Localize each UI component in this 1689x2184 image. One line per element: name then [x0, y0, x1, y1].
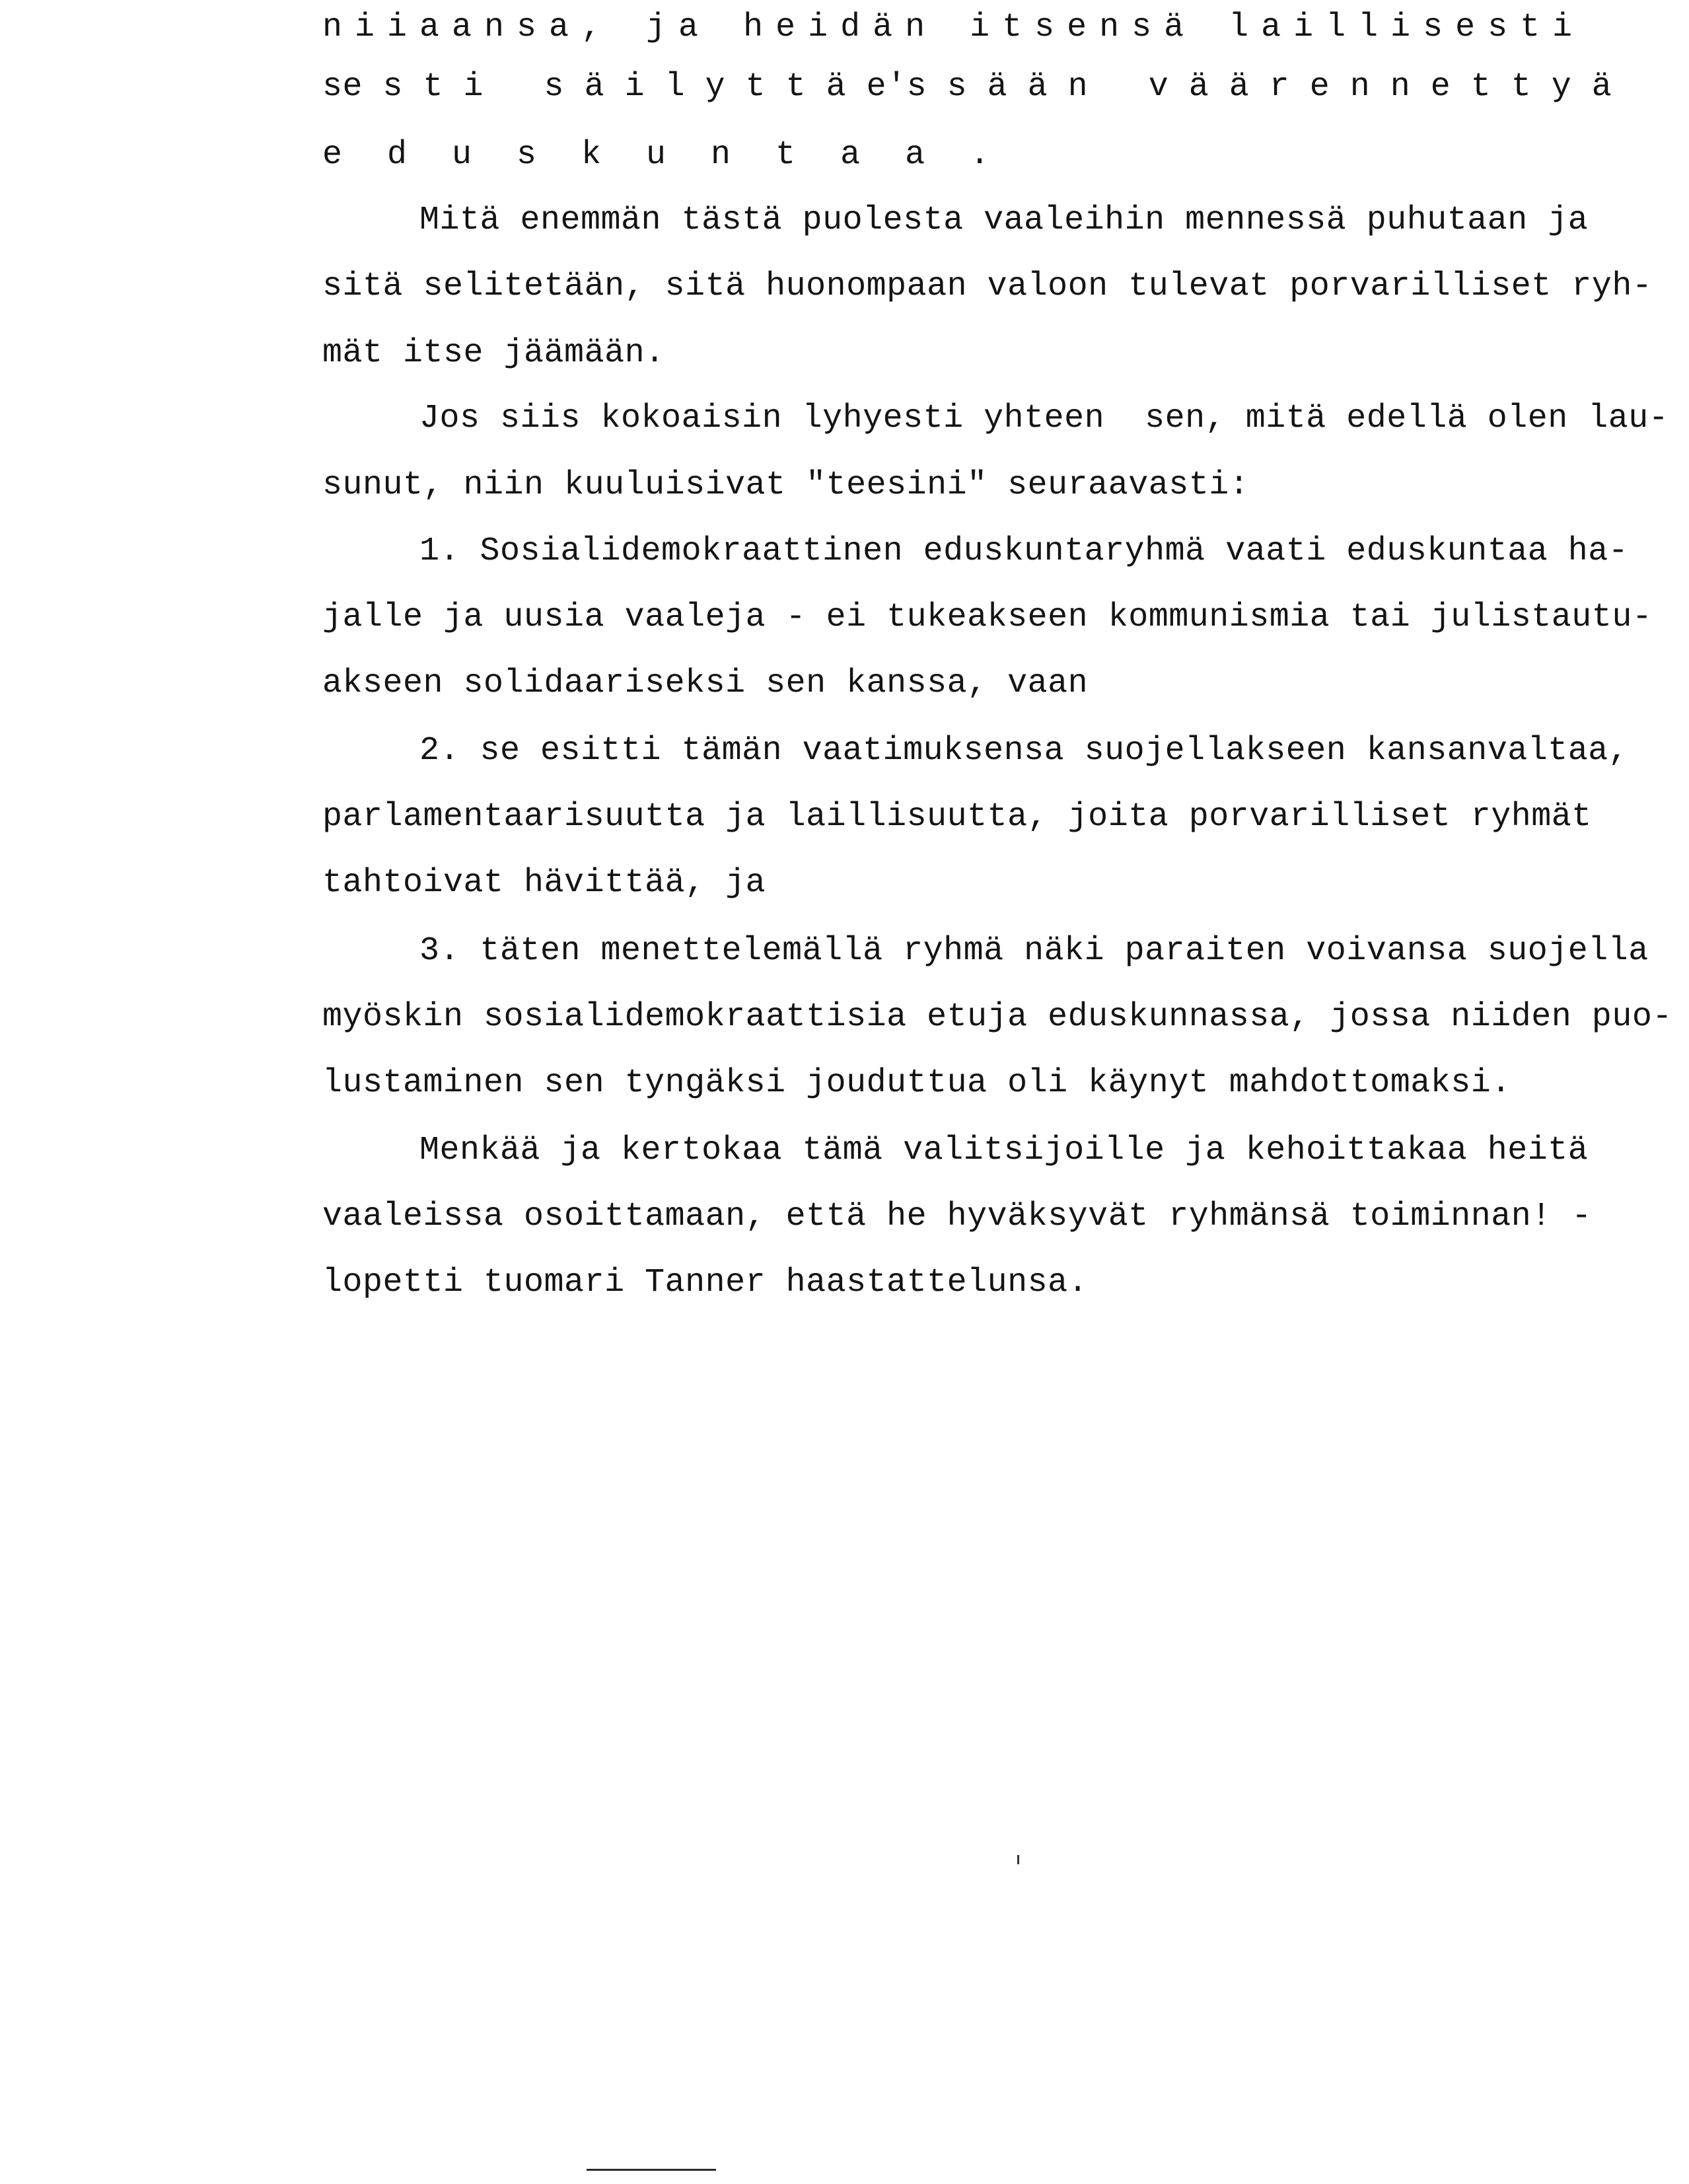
bottom-rule — [587, 2169, 716, 2171]
text-line-4: Mitä enemmän tästä puolesta vaaleihin mennessä puhutaan ja — [419, 201, 1589, 239]
text-line-8: sunut, niin kuuluisivat "teesini" seuraavasti: — [322, 466, 1250, 504]
text-line-13: parlamentaarisuutta ja laillisuutta, joita porvarilliset ryhmät — [322, 798, 1592, 836]
text-line-14: tahtoivat hävittää, ja — [322, 864, 766, 902]
text-line-18: Menkää ja kertokaa tämä valitsijoille ja kehoittakaa heitä — [419, 1132, 1589, 1169]
text-line-15: 3. täten menettelemällä ryhmä näki paraiten voivansa suojella — [419, 932, 1649, 970]
text-line-1: niiaansa, ja heidän itsensä laillisesti — [322, 9, 1585, 46]
text-line-12: 2. se esitti tämän vaatimuksensa suojellakseen kansanvaltaa, — [419, 732, 1629, 770]
text-line-5: sitä selitetään, sitä huonompaan valoon tulevat porvarilliset ryh- — [322, 268, 1653, 305]
text-line-3: e d u s k u n t a a . — [322, 136, 1003, 174]
text-line-19: vaaleissa osoittamaan, että he hyväksyvät ryhmänsä toiminnan! - — [322, 1198, 1592, 1235]
text-line-11: akseen solidaariseksi sen kanssa, vaan — [322, 665, 1089, 702]
text-line-10: jalle ja uusia vaaleja - ei tukeakseen kommunismia tai julistautu- — [322, 599, 1653, 636]
text-line-17: lustaminen sen tyngäksi jouduttua oli käynyt mahdottomaksi. — [322, 1064, 1511, 1102]
text-line-6: mät itse jäämään. — [322, 334, 665, 372]
stray-ink-mark — [1017, 1855, 1019, 1864]
text-line-20: lopetti tuomari Tanner haastattelunsa. — [322, 1264, 1089, 1301]
text-line-9: 1. Sosialidemokraattinen eduskuntaryhmä vaati eduskuntaa ha- — [419, 532, 1629, 570]
text-line-7: Jos siis kokoaisin lyhyesti yhteen sen, mitä edellä olen lau- — [419, 400, 1669, 437]
text-line-16: myöskin sosialidemokraattisia etuja eduskunnassa, jossa niiden puo- — [322, 998, 1672, 1036]
text-line-2: se s t i s ä i l y t t ä e's s ä ä n v ä ä r e n n e t t y ä — [322, 68, 1612, 106]
